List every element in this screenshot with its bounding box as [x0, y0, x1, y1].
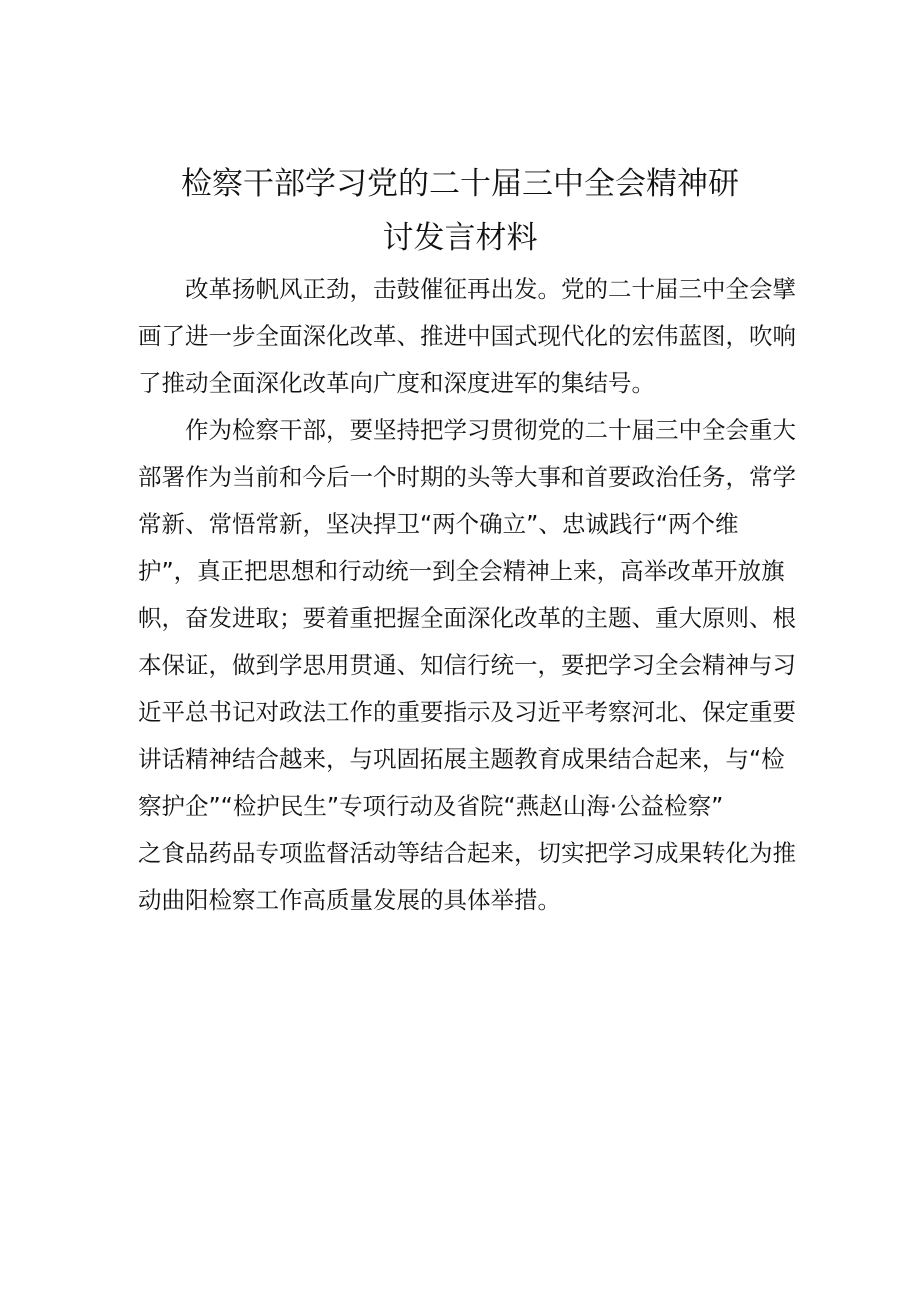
paragraph-line: 本保证，做到学思用贯通、知信行统一，要把学习全会精神与习	[138, 651, 796, 679]
paragraph-line: 帜，奋发进取；要着重把握全面深化改革的主题、重大原则、根	[138, 604, 796, 632]
paragraph	[138, 407, 796, 924]
paragraph-line: 作为检察干部，要坚持把学习贯彻党的二十届三中全会重大	[185, 416, 796, 444]
paragraph	[138, 266, 796, 407]
paragraph-line: 之食品药品专项监督活动等结合起来，切实把学习成果转化为推	[138, 839, 796, 867]
document-title	[138, 157, 782, 265]
paragraph-line: 常新、常悟常新，坚决捍卫“两个确立”、忠诚践行“两个维	[138, 510, 739, 538]
paragraph-line: 动曲阳检察工作高质量发展的具体举措。	[138, 886, 561, 914]
title-line: 讨发言材料	[382, 219, 538, 256]
paragraph-line: 了推动全面深化改革向广度和深度进军的集结号。	[138, 369, 655, 397]
paragraph-line: 改革扬帆风正劲，击鼓催征再出发。党的二十届三中全会擘	[185, 275, 796, 303]
paragraph-line: 近平总书记对政法工作的重要指示及习近平考察河北、保定重要	[138, 698, 796, 726]
paragraph-line: 部署作为当前和今后一个时期的头等大事和首要政治任务，常学	[138, 463, 796, 491]
paragraph-line: 察护企”“检护民生”专项行动及省院“燕赵山海·公益检察”	[138, 792, 724, 820]
paragraph-line: 讲话精神结合越来，与巩固拓展主题教育成果结合起来，与“检	[138, 745, 785, 773]
title-line: 检察干部学习党的二十届三中全会精神研	[181, 165, 739, 202]
paragraph-line: 画了进一步全面深化改革、推进中国式现代化的宏伟蓝图，吹响	[138, 322, 796, 350]
document-body	[138, 266, 796, 924]
paragraph-line: 护”，真正把思想和行动统一到全会精神上来，高举改革开放旗	[138, 557, 785, 585]
